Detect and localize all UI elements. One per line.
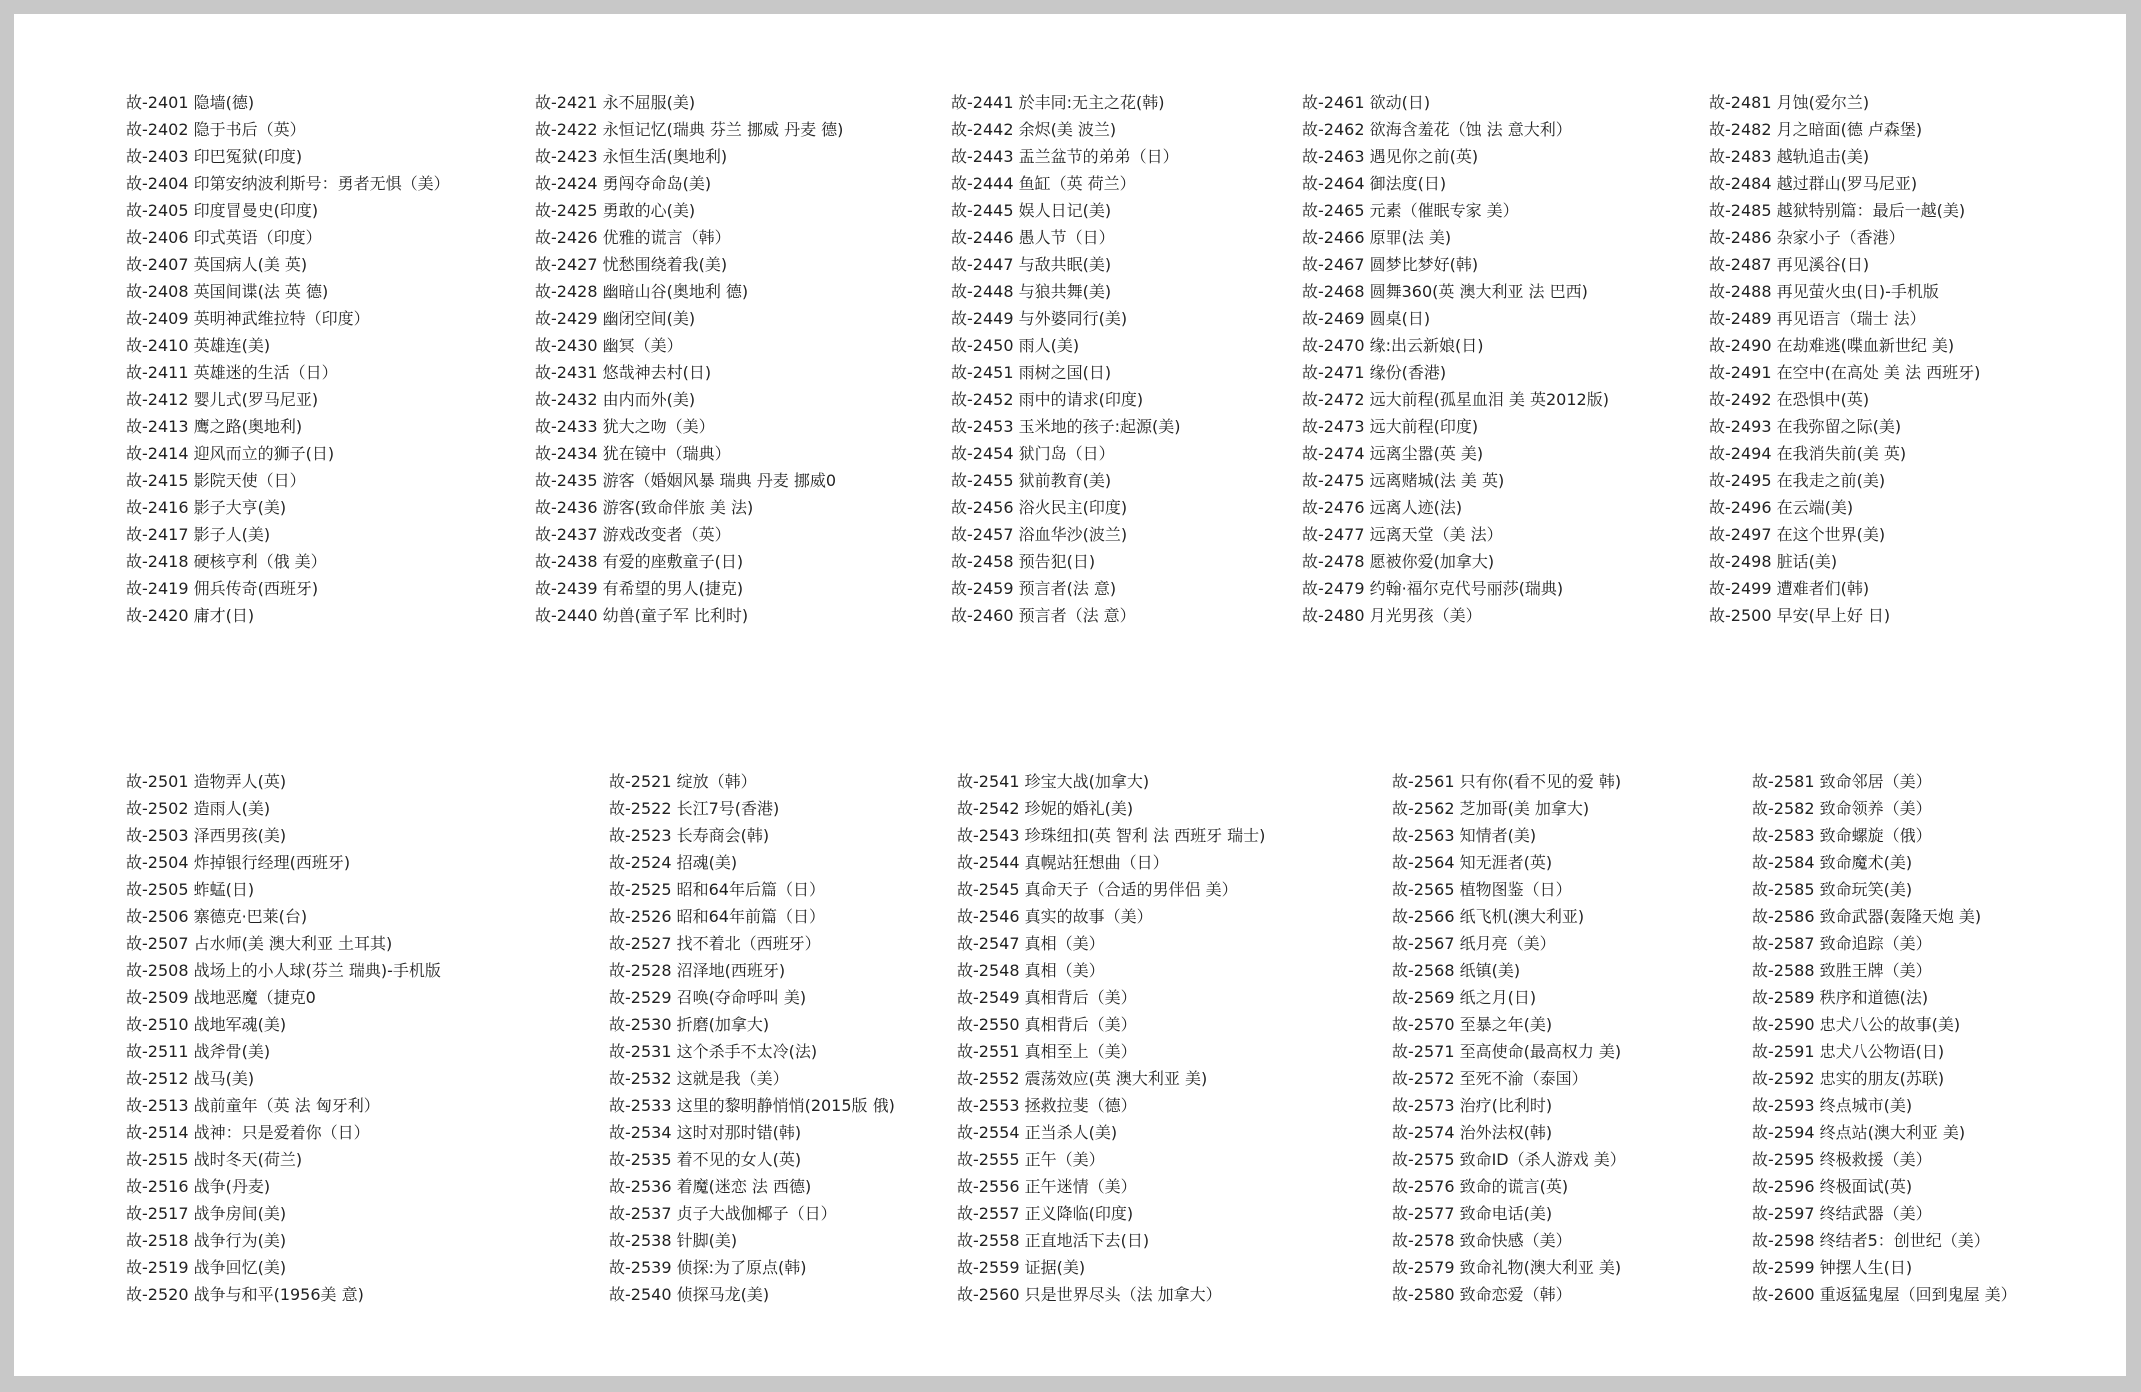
list-item: 故-2596 终极面试(英) bbox=[1752, 1177, 1913, 1196]
list-item: 故-2449 与外婆同行(美) bbox=[951, 309, 1128, 328]
list-item: 故-2564 知无涯者(英) bbox=[1392, 853, 1553, 872]
list-column bbox=[609, 768, 895, 1308]
list-item: 故-2410 英雄连(美) bbox=[126, 336, 271, 355]
list-item: 故-2452 雨中的请求(印度) bbox=[951, 390, 1144, 409]
list-column bbox=[126, 768, 441, 1308]
list-item: 故-2584 致命魔术(美) bbox=[1752, 853, 1913, 872]
list-item: 故-2484 越过群山(罗马尼亚) bbox=[1709, 174, 1918, 193]
list-item: 故-2421 永不屈服(美) bbox=[535, 93, 696, 112]
list-item: 故-2579 致命礼物(澳大利亚 美) bbox=[1392, 1258, 1622, 1277]
list-item: 故-2486 杂家小子（香港） bbox=[1709, 228, 1905, 247]
list-item: 故-2502 造雨人(美) bbox=[126, 799, 271, 818]
list-item: 故-2500 早安(早上好 日) bbox=[1709, 606, 1891, 625]
list-item: 故-2560 只是世界尽头（法 加拿大） bbox=[957, 1285, 1222, 1304]
list-item: 故-2530 折磨(加拿大) bbox=[609, 1015, 770, 1034]
list-item: 故-2526 昭和64年前篇（日） bbox=[609, 907, 825, 926]
list-item: 故-2458 预告犯(日) bbox=[951, 552, 1096, 571]
list-item: 故-2522 长江7号(香港) bbox=[609, 799, 780, 818]
list-column bbox=[126, 89, 450, 629]
list-item: 故-2507 占水师(美 澳大利亚 土耳其) bbox=[126, 934, 393, 953]
list-item: 故-2479 约翰·福尔克代号丽莎(瑞典) bbox=[1302, 579, 1564, 598]
list-item: 故-2492 在恐惧中(英) bbox=[1709, 390, 1870, 409]
list-item: 故-2440 幼兽(童子军 比利时) bbox=[535, 606, 749, 625]
list-item: 故-2574 治外法权(韩) bbox=[1392, 1123, 1553, 1142]
list-item: 故-2427 忧愁围绕着我(美) bbox=[535, 255, 728, 274]
list-column bbox=[951, 89, 1180, 629]
list-item: 故-2540 侦探马龙(美) bbox=[609, 1285, 770, 1304]
list-item: 故-2407 英国病人(美 英) bbox=[126, 255, 308, 274]
list-item: 故-2555 正午（美） bbox=[957, 1150, 1105, 1169]
list-item: 故-2565 植物图鉴（日） bbox=[1392, 880, 1572, 899]
list-item: 故-2402 隐于书后（英） bbox=[126, 120, 306, 139]
list-item: 故-2432 由内而外(美) bbox=[535, 390, 696, 409]
list-item: 故-2473 远大前程(印度) bbox=[1302, 417, 1479, 436]
list-item: 故-2401 隐墙(德) bbox=[126, 93, 255, 112]
list-item: 故-2411 英雄迷的生活（日） bbox=[126, 363, 338, 382]
list-item: 故-2597 终结武器（美） bbox=[1752, 1204, 1932, 1223]
list-item: 故-2594 终点站(澳大利亚 美) bbox=[1752, 1123, 1966, 1142]
list-item: 故-2569 纸之月(日) bbox=[1392, 988, 1537, 1007]
list-item: 故-2577 致命电话(美) bbox=[1392, 1204, 1553, 1223]
list-item: 故-2554 正当杀人(美) bbox=[957, 1123, 1118, 1142]
list-item: 故-2506 寨德克·巴莱(台) bbox=[126, 907, 308, 926]
list-item: 故-2525 昭和64年后篇（日） bbox=[609, 880, 825, 899]
list-item: 故-2557 正义降临(印度) bbox=[957, 1204, 1134, 1223]
list-item: 故-2481 月蚀(爱尔兰) bbox=[1709, 93, 1870, 112]
list-item: 故-2524 招魂(美) bbox=[609, 853, 738, 872]
list-item: 故-2516 战争(丹麦) bbox=[126, 1177, 271, 1196]
list-item: 故-2553 拯救拉斐（德） bbox=[957, 1096, 1137, 1115]
list-item: 故-2493 在我弥留之际(美) bbox=[1709, 417, 1902, 436]
list-item: 故-2556 正午迷情（美） bbox=[957, 1177, 1137, 1196]
list-item: 故-2495 在我走之前(美) bbox=[1709, 471, 1886, 490]
list-item: 故-2446 愚人节（日） bbox=[951, 228, 1115, 247]
list-item: 故-2499 遭难者们(韩) bbox=[1709, 579, 1870, 598]
list-item: 故-2487 再见溪谷(日) bbox=[1709, 255, 1870, 274]
list-item: 故-2600 重返猛鬼屋（回到鬼屋 美） bbox=[1752, 1285, 2017, 1304]
list-item: 故-2441 於丰同:无主之花(韩) bbox=[951, 93, 1165, 112]
list-item: 故-2438 有爱的座敷童子(日) bbox=[535, 552, 744, 571]
list-item: 故-2480 月光男孩（美） bbox=[1302, 606, 1482, 625]
list-item: 故-2434 犹在镜中（瑞典） bbox=[535, 444, 731, 463]
list-item: 故-2573 治疗(比利时) bbox=[1392, 1096, 1553, 1115]
list-item: 故-2546 真实的故事（美） bbox=[957, 907, 1153, 926]
list-item: 故-2548 真相（美） bbox=[957, 961, 1105, 980]
list-item: 故-2443 盂兰盆节的弟弟（日） bbox=[951, 147, 1179, 166]
list-item: 故-2456 浴火民主(印度) bbox=[951, 498, 1128, 517]
list-item: 故-2462 欲海含羞花（蚀 法 意大利） bbox=[1302, 120, 1572, 139]
list-item: 故-2471 缘份(香港) bbox=[1302, 363, 1447, 382]
list-item: 故-2582 致命领养（美） bbox=[1752, 799, 1932, 818]
list-item: 故-2534 这时对那时错(韩) bbox=[609, 1123, 802, 1142]
list-item: 故-2490 在劫难逃(喋血新世纪 美) bbox=[1709, 336, 1955, 355]
list-item: 故-2593 终点城市(美) bbox=[1752, 1096, 1913, 1115]
list-column bbox=[1302, 89, 1609, 629]
list-item: 故-2429 幽闭空间(美) bbox=[535, 309, 696, 328]
list-item: 故-2585 致命玩笑(美) bbox=[1752, 880, 1913, 899]
list-item: 故-2425 勇敢的心(美) bbox=[535, 201, 696, 220]
list-item: 故-2414 迎风而立的狮子(日) bbox=[126, 444, 335, 463]
list-item: 故-2535 着不见的女人(英) bbox=[609, 1150, 802, 1169]
list-item: 故-2470 缘:出云新娘(日) bbox=[1302, 336, 1484, 355]
list-item: 故-2483 越轨追击(美) bbox=[1709, 147, 1870, 166]
list-item: 故-2508 战场上的小人球(芬兰 瑞典)-手机版 bbox=[126, 961, 441, 980]
list-item: 故-2510 战地军魂(美) bbox=[126, 1015, 287, 1034]
list-item: 故-2466 原罪(法 美) bbox=[1302, 228, 1452, 247]
list-item: 故-2550 真相背后（美） bbox=[957, 1015, 1137, 1034]
list-item: 故-2576 致命的谎言(英) bbox=[1392, 1177, 1569, 1196]
list-item: 故-2580 致命恋爱（韩） bbox=[1392, 1285, 1572, 1304]
list-item: 故-2572 至死不渝（泰国） bbox=[1392, 1069, 1588, 1088]
list-item: 故-2501 造物弄人(英) bbox=[126, 772, 287, 791]
list-item: 故-2412 婴儿式(罗马尼亚) bbox=[126, 390, 319, 409]
list-item: 故-2552 震荡效应(英 澳大利亚 美) bbox=[957, 1069, 1208, 1088]
list-item: 故-2543 珍珠纽扣(英 智利 法 西班牙 瑞士) bbox=[957, 826, 1266, 845]
list-item: 故-2578 致命快感（美） bbox=[1392, 1231, 1572, 1250]
list-item: 故-2529 召唤(夺命呼叫 美) bbox=[609, 988, 807, 1007]
list-item: 故-2559 证据(美) bbox=[957, 1258, 1086, 1277]
list-item: 故-2448 与狼共舞(美) bbox=[951, 282, 1112, 301]
list-item: 故-2523 长寿商会(韩) bbox=[609, 826, 770, 845]
list-item: 故-2533 这里的黎明静悄悄(2015版 俄) bbox=[609, 1096, 895, 1115]
list-item: 故-2598 终结者5：创世纪（美） bbox=[1752, 1231, 1990, 1250]
list-column bbox=[1709, 89, 1980, 629]
list-item: 故-2566 纸飞机(澳大利亚) bbox=[1392, 907, 1585, 926]
list-item: 故-2532 这就是我（美） bbox=[609, 1069, 789, 1088]
list-item: 故-2542 珍妮的婚礼(美) bbox=[957, 799, 1134, 818]
list-item: 故-2435 游客（婚姻风暴 瑞典 丹麦 挪威0 bbox=[535, 471, 837, 490]
list-item: 故-2595 终极救援（美） bbox=[1752, 1150, 1932, 1169]
list-item: 故-2528 沼泽地(西班牙) bbox=[609, 961, 786, 980]
list-item: 故-2469 圆桌(日) bbox=[1302, 309, 1431, 328]
list-item: 故-2497 在这个世界(美) bbox=[1709, 525, 1886, 544]
list-item: 故-2590 忠犬八公的故事(美) bbox=[1752, 1015, 1961, 1034]
list-item: 故-2518 战争行为(美) bbox=[126, 1231, 287, 1250]
list-item: 故-2567 纸月亮（美） bbox=[1392, 934, 1556, 953]
list-item: 故-2436 游客(致命伴旅 美 法) bbox=[535, 498, 754, 517]
list-item: 故-2468 圆舞360(英 澳大利亚 法 巴西) bbox=[1302, 282, 1588, 301]
list-item: 故-2589 秩序和道德(法) bbox=[1752, 988, 1929, 1007]
list-item: 故-2475 远离赌城(法 美 英) bbox=[1302, 471, 1505, 490]
list-item: 故-2444 鱼缸（英 荷兰） bbox=[951, 174, 1136, 193]
list-item: 故-2403 印巴冤狱(印度) bbox=[126, 147, 303, 166]
list-item: 故-2536 着魔(迷恋 法 西德) bbox=[609, 1177, 812, 1196]
list-item: 故-2419 佣兵传奇(西班牙) bbox=[126, 579, 319, 598]
list-item: 故-2439 有希望的男人(捷克) bbox=[535, 579, 744, 598]
list-column bbox=[535, 89, 843, 629]
list-item: 故-2513 战前童年（英 法 匈牙利） bbox=[126, 1096, 380, 1115]
list-item: 故-2539 侦探:为了原点(韩) bbox=[609, 1258, 807, 1277]
list-item: 故-2426 优雅的谎言（韩） bbox=[535, 228, 731, 247]
list-item: 故-2527 找不着北（西班牙） bbox=[609, 934, 821, 953]
list-item: 故-2450 雨人(美) bbox=[951, 336, 1080, 355]
list-item: 故-2517 战争房间(美) bbox=[126, 1204, 287, 1223]
list-item: 故-2478 愿被你爱(加拿大) bbox=[1302, 552, 1495, 571]
list-item: 故-2531 这个杀手不太冷(法) bbox=[609, 1042, 818, 1061]
list-column bbox=[1752, 768, 2017, 1308]
list-item: 故-2562 芝加哥(美 加拿大) bbox=[1392, 799, 1590, 818]
list-item: 故-2460 预言者（法 意） bbox=[951, 606, 1136, 625]
list-item: 故-2587 致命追踪（美） bbox=[1752, 934, 1932, 953]
list-item: 故-2467 圆梦比梦好(韩) bbox=[1302, 255, 1479, 274]
list-item: 故-2406 印式英语（印度） bbox=[126, 228, 322, 247]
list-item: 故-2551 真相至上（美） bbox=[957, 1042, 1137, 1061]
list-item: 故-2588 致胜王牌（美） bbox=[1752, 961, 1932, 980]
list-item: 故-2430 幽冥（美） bbox=[535, 336, 683, 355]
list-item: 故-2549 真相背后（美） bbox=[957, 988, 1137, 1007]
list-item: 故-2445 娱人日记(美) bbox=[951, 201, 1112, 220]
list-item: 故-2447 与敌共眠(美) bbox=[951, 255, 1112, 274]
list-item: 故-2416 影子大亨(美) bbox=[126, 498, 287, 517]
list-item: 故-2558 正直地活下去(日) bbox=[957, 1231, 1150, 1250]
list-item: 故-2405 印度冒曼史(印度) bbox=[126, 201, 319, 220]
list-item: 故-2592 忠实的朋友(苏联) bbox=[1752, 1069, 1945, 1088]
list-item: 故-2541 珍宝大战(加拿大) bbox=[957, 772, 1150, 791]
list-item: 故-2494 在我消失前(美 英) bbox=[1709, 444, 1907, 463]
list-item: 故-2591 忠犬八公物语(日) bbox=[1752, 1042, 1945, 1061]
list-item: 故-2451 雨树之国(日) bbox=[951, 363, 1112, 382]
list-item: 故-2545 真命天子（合适的男伴侣 美） bbox=[957, 880, 1238, 899]
list-item: 故-2538 针脚(美) bbox=[609, 1231, 738, 1250]
list-item: 故-2489 再见语言（瑞士 法） bbox=[1709, 309, 1926, 328]
list-item: 故-2491 在空中(在高处 美 法 西班牙) bbox=[1709, 363, 1981, 382]
list-item: 故-2496 在云端(美) bbox=[1709, 498, 1854, 517]
list-item: 故-2457 浴血华沙(波兰) bbox=[951, 525, 1128, 544]
list-item: 故-2571 至高使命(最高权力 美) bbox=[1392, 1042, 1622, 1061]
list-column bbox=[1392, 768, 1626, 1308]
list-item: 故-2455 狱前教育(美) bbox=[951, 471, 1112, 490]
list-item: 故-2417 影子人(美) bbox=[126, 525, 271, 544]
list-item: 故-2420 庸才(日) bbox=[126, 606, 255, 625]
list-item: 故-2474 远离尘嚣(英 美) bbox=[1302, 444, 1484, 463]
list-item: 故-2459 预言者(法 意) bbox=[951, 579, 1117, 598]
list-item: 故-2428 幽暗山谷(奥地利 德) bbox=[535, 282, 749, 301]
list-item: 故-2404 印第安纳波利斯号：勇者无惧（美） bbox=[126, 174, 450, 193]
list-item: 故-2512 战马(美) bbox=[126, 1069, 255, 1088]
list-item: 故-2413 鹰之路(奥地利) bbox=[126, 417, 303, 436]
list-item: 故-2503 泽西男孩(美) bbox=[126, 826, 287, 845]
list-item: 故-2521 绽放（韩） bbox=[609, 772, 757, 791]
list-item: 故-2544 真幌站狂想曲（日） bbox=[957, 853, 1169, 872]
list-item: 故-2464 御法度(日) bbox=[1302, 174, 1447, 193]
list-item: 故-2453 玉米地的孩子:起源(美) bbox=[951, 417, 1181, 436]
document-page bbox=[14, 14, 2126, 1376]
list-item: 故-2563 知情者(美) bbox=[1392, 826, 1537, 845]
list-item: 故-2482 月之暗面(德 卢森堡) bbox=[1709, 120, 1923, 139]
list-item: 故-2431 悠哉神去村(日) bbox=[535, 363, 712, 382]
list-item: 故-2454 狱门岛（日） bbox=[951, 444, 1115, 463]
list-item: 故-2465 元素（催眠专家 美） bbox=[1302, 201, 1519, 220]
list-item: 故-2422 永恒记忆(瑞典 芬兰 挪威 丹麦 德) bbox=[535, 120, 844, 139]
list-item: 故-2581 致命邻居（美） bbox=[1752, 772, 1932, 791]
list-column bbox=[957, 768, 1265, 1308]
list-item: 故-2485 越狱特别篇：最后一越(美) bbox=[1709, 201, 1966, 220]
list-item: 故-2477 远离天堂（美 法） bbox=[1302, 525, 1503, 544]
list-item: 故-2472 远大前程(孤星血泪 美 英2012版) bbox=[1302, 390, 1609, 409]
list-item: 故-2511 战斧骨(美) bbox=[126, 1042, 271, 1061]
list-item: 故-2561 只有你(看不见的爱 韩) bbox=[1392, 772, 1622, 791]
list-item: 故-2437 游戏改变者（英） bbox=[535, 525, 731, 544]
list-item: 故-2520 战争与和平(1956美 意) bbox=[126, 1285, 364, 1304]
list-item: 故-2537 贞子大战伽椰子（日） bbox=[609, 1204, 837, 1223]
list-item: 故-2547 真相（美） bbox=[957, 934, 1105, 953]
list-item: 故-2408 英国间谍(法 英 德) bbox=[126, 282, 329, 301]
list-item: 故-2509 战地恶魔（捷克0 bbox=[126, 988, 316, 1007]
list-item: 故-2599 钟摆人生(日) bbox=[1752, 1258, 1913, 1277]
list-item: 故-2575 致命ID（杀人游戏 美） bbox=[1392, 1150, 1626, 1169]
list-item: 故-2505 蚱蜢(日) bbox=[126, 880, 255, 899]
list-item: 故-2442 余烬(美 波兰) bbox=[951, 120, 1117, 139]
list-item: 故-2423 永恒生活(奥地利) bbox=[535, 147, 728, 166]
list-item: 故-2570 至暴之年(美) bbox=[1392, 1015, 1553, 1034]
list-item: 故-2583 致命螺旋（俄） bbox=[1752, 826, 1932, 845]
list-item: 故-2418 硬核亨利（俄 美） bbox=[126, 552, 327, 571]
list-item: 故-2568 纸镇(美) bbox=[1392, 961, 1521, 980]
list-item: 故-2488 再见萤火虫(日)-手机版 bbox=[1709, 282, 1939, 301]
list-item: 故-2461 欲动(日) bbox=[1302, 93, 1431, 112]
list-item: 故-2498 脏话(美) bbox=[1709, 552, 1838, 571]
list-item: 故-2424 勇闯夺命岛(美) bbox=[535, 174, 712, 193]
list-item: 故-2504 炸掉银行经理(西班牙) bbox=[126, 853, 351, 872]
list-item: 故-2514 战神：只是爱着你（日） bbox=[126, 1123, 370, 1142]
list-item: 故-2519 战争回忆(美) bbox=[126, 1258, 287, 1277]
list-item: 故-2415 影院天使（日） bbox=[126, 471, 306, 490]
list-item: 故-2515 战时冬天(荷兰) bbox=[126, 1150, 303, 1169]
list-item: 故-2433 犹大之吻（美） bbox=[535, 417, 715, 436]
list-item: 故-2409 英明神武维拉特（印度） bbox=[126, 309, 370, 328]
list-item: 故-2476 远离人迹(法) bbox=[1302, 498, 1463, 517]
list-item: 故-2463 遇见你之前(英) bbox=[1302, 147, 1479, 166]
list-item: 故-2586 致命武器(轰隆天炮 美) bbox=[1752, 907, 1982, 926]
